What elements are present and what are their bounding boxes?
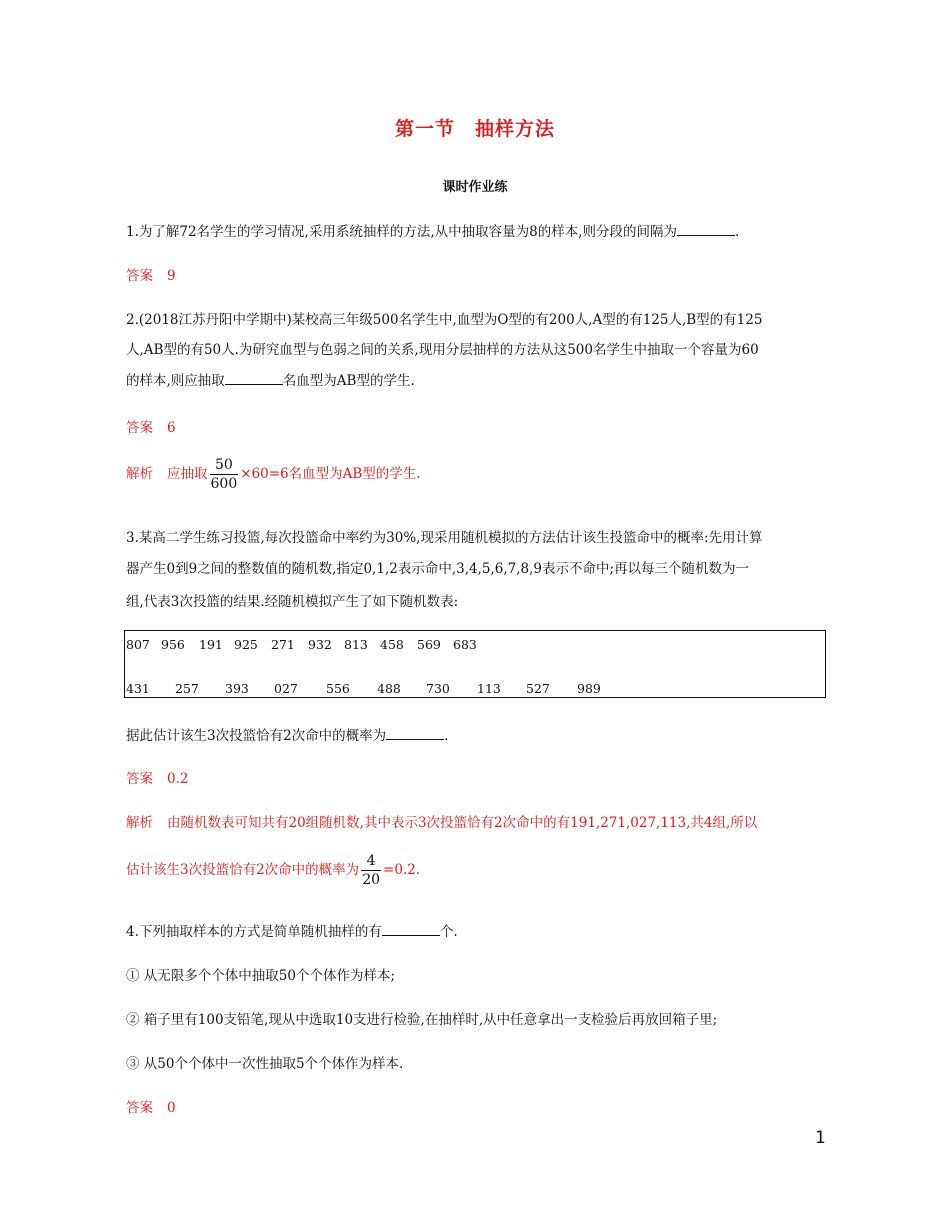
table-cell: 569 [417, 637, 441, 652]
answer-label: 答案 [126, 420, 153, 436]
table-cell: 027 [274, 681, 298, 696]
question-4: 4.下列抽取样本的方式是简单随机抽样的有 个. [126, 924, 458, 940]
answer-3 [126, 767, 188, 787]
question-3-line-1: 3.某高二学生练习投篮,每次投篮命中率约为30%,现采用随机模拟的方法估计该生投篮命中的概率:先用计算 [126, 530, 763, 546]
table-cell: 257 [175, 681, 199, 696]
table-cell: 989 [577, 681, 601, 696]
question-1-text: 1.为了解72名学生的学习情况,采用系统抽样的方法,从中抽取容量为8的样本,则分段的间隔为 [126, 224, 678, 240]
answer-label: 答案 [126, 771, 153, 787]
answer-blank [386, 727, 444, 740]
table-cell: 431 [126, 681, 150, 696]
answer-blank [382, 923, 440, 936]
analysis-3-line-2: 估计该生3次投篮恰有2次命中的概率为 $\frac{4}{20}$ =0.2. [126, 853, 421, 888]
section-subtitle: 课时作业练 [442, 180, 508, 195]
table-cell: 527 [526, 681, 550, 696]
page-number: 1 [815, 1128, 826, 1148]
answer-value: 0.2 [167, 771, 189, 787]
table-cell: 730 [426, 681, 450, 696]
fraction-denominator: 20 [362, 872, 381, 888]
table-cell: 191 [199, 637, 223, 652]
table-cell: 271 [271, 637, 295, 652]
table-cell: 556 [326, 681, 350, 696]
fraction-numerator: 50 [210, 456, 239, 475]
answer-4 [126, 1096, 176, 1116]
question-4-item-1: ① 从无限多个个体中抽取50个个体作为样本; [126, 968, 396, 984]
answer-value: 9 [167, 268, 176, 284]
page-title: 第一节 抽样方法 [394, 118, 555, 140]
table-cell: 113 [477, 681, 501, 696]
answer-1 [126, 264, 176, 284]
table-cell: 393 [225, 681, 249, 696]
answer-value: 6 [167, 420, 176, 436]
question-3-prompt: 据此估计该生3次投篮恰有2次命中的概率为 . [126, 728, 449, 744]
table-cell: 683 [453, 637, 477, 652]
fraction [210, 456, 239, 493]
analysis-3-line-1: 解析 由随机数表可知共有20组随机数,其中表示3次投篮恰有2次命中的有191,271,027,113,共4组,所以 [126, 815, 758, 831]
answer-label: 答案 [126, 1100, 153, 1116]
table-cell: 932 [308, 637, 332, 652]
analysis-label: 解析 [126, 466, 153, 482]
question-3-line-3: 组,代表3次投篮的结果.经随机模拟产生了如下随机数表: [126, 594, 459, 610]
fraction-denominator: 600 [210, 476, 238, 492]
question-3-line-2: 器产生0到9之间的整数值的随机数,指定0,1,2表示命中,3,4,5,6,7,8,9表示不命中;再以每三个随机数为一 [126, 561, 750, 577]
random-number-table [124, 630, 826, 698]
table-cell: 488 [377, 681, 401, 696]
fraction [361, 852, 381, 889]
answer-blank [677, 223, 735, 236]
question-4-item-2: ② 箱子里有100支铅笔,现从中选取10支进行检验,在抽样时,从中任意拿出一支检验后再放回箱子里; [126, 1012, 718, 1028]
analysis-2: 解析 应抽取 $\frac{50}{600}$ ×60=6名血型为AB型的学生. [126, 457, 421, 492]
question-4-item-3: ③ 从50个个体中一次性抽取5个个体作为样本. [126, 1056, 404, 1072]
answer-label: 答案 [126, 268, 153, 284]
answer-2 [126, 416, 176, 436]
table-cell: 813 [344, 637, 368, 652]
fraction-numerator: 4 [361, 852, 381, 871]
question-2-line-1: 2.(2018江苏丹阳中学期中)某校高三年级500名学生中,血型为O型的有200人,A型的有125人,B型的有125 [126, 312, 763, 328]
question-2-line-2: 人,AB型的有50人.为研究血型与色弱之间的关系,现用分层抽样的方法从这500名学生中抽取一个容量为60 [126, 342, 759, 358]
answer-blank [225, 372, 283, 385]
answer-value: 0 [167, 1100, 176, 1116]
table-cell: 925 [234, 637, 258, 652]
table-cell: 956 [161, 637, 185, 652]
question-2-line-3: 的样本,则应抽取 名血型为AB型的学生. [126, 373, 415, 389]
analysis-label: 解析 [126, 815, 153, 831]
question-1: 1.为了解72名学生的学习情况,采用系统抽样的方法,从中抽取容量为8的样本,则分段的间隔为 . [126, 224, 740, 240]
table-cell: 807 [126, 637, 150, 652]
table-cell: 458 [380, 637, 404, 652]
